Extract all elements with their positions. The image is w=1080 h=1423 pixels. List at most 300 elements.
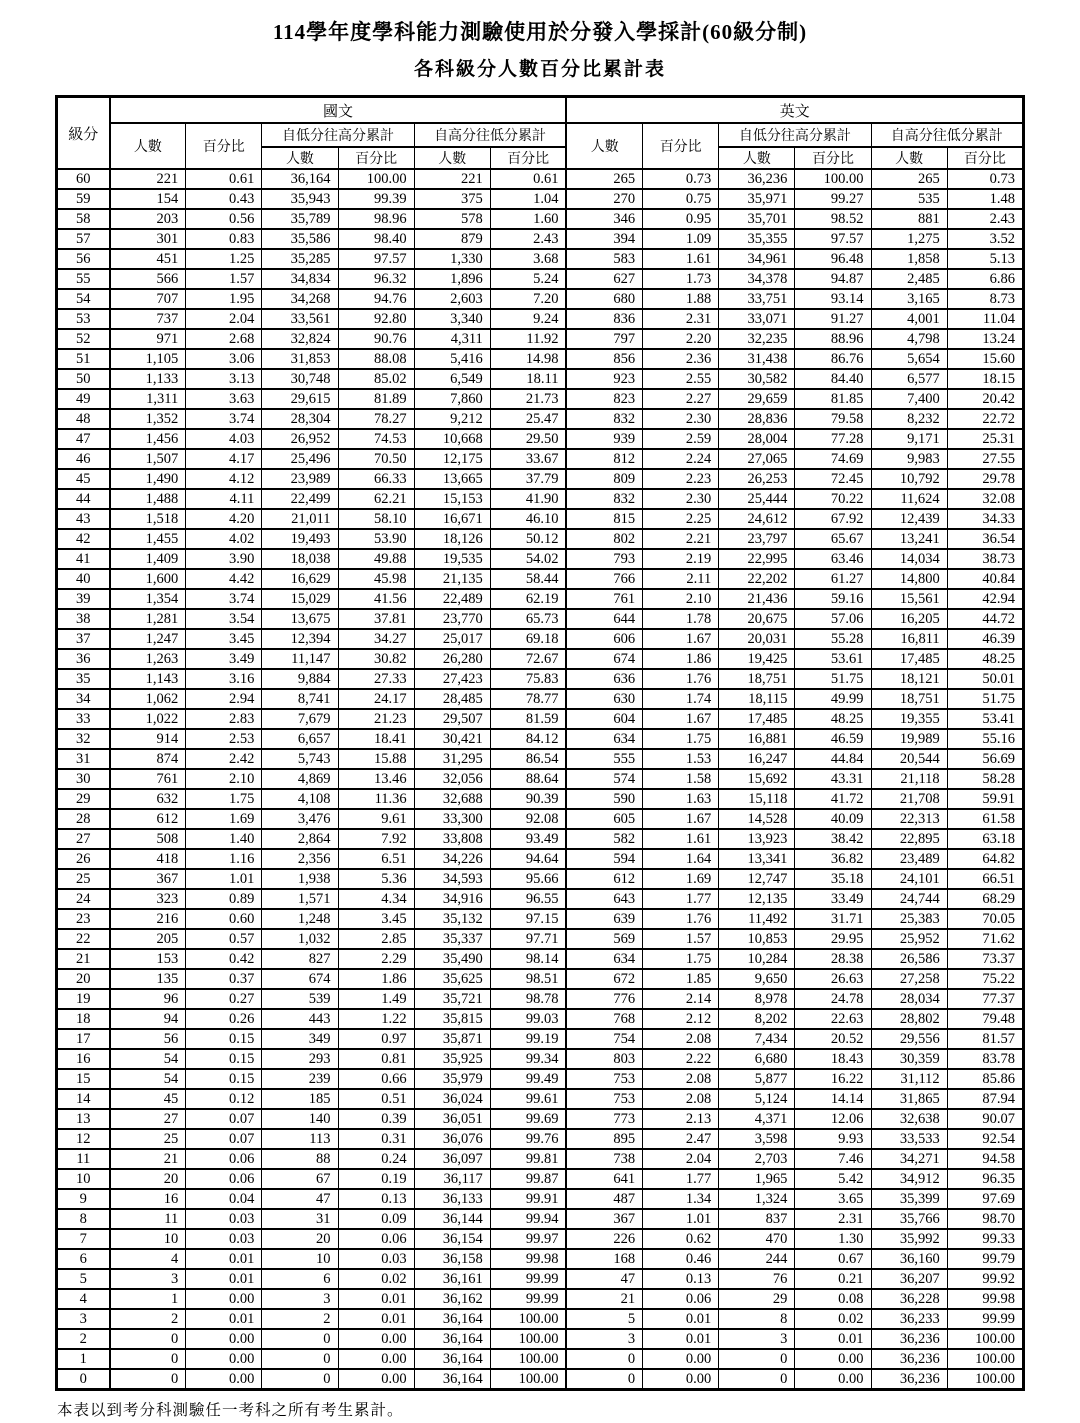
value-cell: 34,912 — [871, 1169, 947, 1189]
value-cell: 100.00 — [947, 1349, 1023, 1369]
value-cell: 2.13 — [643, 1109, 719, 1129]
value-cell: 36,161 — [414, 1269, 490, 1289]
value-cell: 47 — [262, 1189, 338, 1209]
value-cell: 2.30 — [643, 489, 719, 509]
value-cell: 51.75 — [795, 669, 871, 689]
table-row — [57, 1209, 1024, 1229]
value-cell: 86.54 — [490, 749, 566, 769]
value-cell: 100.00 — [947, 1369, 1023, 1390]
level-cell: 27 — [57, 829, 110, 849]
value-cell: 2.20 — [643, 329, 719, 349]
value-cell: 11,147 — [262, 649, 338, 669]
value-cell: 29.95 — [795, 929, 871, 949]
value-cell: 66.33 — [338, 469, 414, 489]
value-cell: 2.31 — [795, 1209, 871, 1229]
value-cell: 4,311 — [414, 329, 490, 349]
table-row — [57, 409, 1024, 429]
value-cell: 1.30 — [795, 1229, 871, 1249]
value-cell: 35,355 — [719, 229, 795, 249]
value-cell: 90.39 — [490, 789, 566, 809]
value-cell: 29,556 — [871, 1029, 947, 1049]
value-cell: 539 — [262, 989, 338, 1009]
value-cell: 0.57 — [186, 929, 262, 949]
table-row — [57, 1149, 1024, 1169]
value-cell: 0.42 — [186, 949, 262, 969]
value-cell: 92.80 — [338, 309, 414, 329]
value-cell: 98.96 — [338, 209, 414, 229]
table-row — [57, 849, 1024, 869]
level-cell: 19 — [57, 989, 110, 1009]
value-cell: 0.07 — [186, 1129, 262, 1149]
table-row — [57, 1069, 1024, 1089]
value-cell: 49.88 — [338, 549, 414, 569]
level-cell: 45 — [57, 469, 110, 489]
value-cell: 0.13 — [643, 1269, 719, 1289]
value-cell: 99.39 — [338, 189, 414, 209]
value-cell: 72.45 — [795, 469, 871, 489]
level-cell: 10 — [57, 1169, 110, 1189]
value-cell: 1.76 — [643, 909, 719, 929]
value-cell: 1.95 — [186, 289, 262, 309]
level-cell: 57 — [57, 229, 110, 249]
value-cell: 36,160 — [871, 1249, 947, 1269]
value-cell: 67.92 — [795, 509, 871, 529]
value-cell: 99.98 — [490, 1249, 566, 1269]
level-cell: 2 — [57, 1329, 110, 1349]
value-cell: 11.04 — [947, 309, 1023, 329]
value-cell: 35,399 — [871, 1189, 947, 1209]
value-cell: 3.52 — [947, 229, 1023, 249]
value-cell: 672 — [566, 969, 642, 989]
value-cell: 226 — [566, 1229, 642, 1249]
value-cell: 97.57 — [338, 249, 414, 269]
table-row — [57, 1289, 1024, 1309]
value-cell: 32,688 — [414, 789, 490, 809]
level-cell: 35 — [57, 669, 110, 689]
level-cell: 43 — [57, 509, 110, 529]
value-cell: 2.08 — [643, 1089, 719, 1109]
chinese-cum-high-low-header: 自高分往低分累計 — [414, 123, 566, 147]
value-cell: 54 — [110, 1069, 186, 1089]
value-cell: 35,789 — [262, 209, 338, 229]
subject-header-chinese: 國文 — [110, 97, 567, 124]
value-cell: 1,281 — [110, 609, 186, 629]
value-cell: 23,797 — [719, 529, 795, 549]
value-cell: 2,485 — [871, 269, 947, 289]
value-cell: 2.42 — [186, 749, 262, 769]
value-cell: 2.43 — [490, 229, 566, 249]
value-cell: 1.75 — [643, 729, 719, 749]
level-cell: 44 — [57, 489, 110, 509]
value-cell: 20.42 — [947, 389, 1023, 409]
value-cell: 4.17 — [186, 449, 262, 469]
value-cell: 923 — [566, 369, 642, 389]
value-cell: 0.56 — [186, 209, 262, 229]
value-cell: 0.06 — [338, 1229, 414, 1249]
value-cell: 99.79 — [947, 1249, 1023, 1269]
value-cell: 2.30 — [643, 409, 719, 429]
table-row — [57, 209, 1024, 229]
value-cell: 244 — [719, 1249, 795, 1269]
value-cell: 63.46 — [795, 549, 871, 569]
value-cell: 2.08 — [643, 1069, 719, 1089]
value-cell: 2.43 — [947, 209, 1023, 229]
value-cell: 15.60 — [947, 349, 1023, 369]
table-row — [57, 469, 1024, 489]
value-cell: 48.25 — [947, 649, 1023, 669]
value-cell: 31,865 — [871, 1089, 947, 1109]
value-cell: 0.15 — [186, 1029, 262, 1049]
value-cell: 0.08 — [795, 1289, 871, 1309]
value-cell: 88.64 — [490, 769, 566, 789]
value-cell: 4,798 — [871, 329, 947, 349]
level-cell: 29 — [57, 789, 110, 809]
value-cell: 367 — [566, 1209, 642, 1229]
value-cell: 2.10 — [186, 769, 262, 789]
value-cell: 23,770 — [414, 609, 490, 629]
value-cell: 21,135 — [414, 569, 490, 589]
table-row — [57, 749, 1024, 769]
table-row — [57, 229, 1024, 249]
value-cell: 0.01 — [338, 1289, 414, 1309]
value-cell: 6,549 — [414, 369, 490, 389]
value-cell: 753 — [566, 1089, 642, 1109]
value-cell: 809 — [566, 469, 642, 489]
value-cell: 4,001 — [871, 309, 947, 329]
value-cell: 2.29 — [338, 949, 414, 969]
value-cell: 1,896 — [414, 269, 490, 289]
value-cell: 895 — [566, 1129, 642, 1149]
sub-percent-header: 百分比 — [795, 147, 871, 169]
value-cell: 203 — [110, 209, 186, 229]
value-cell: 6.51 — [338, 849, 414, 869]
level-cell: 12 — [57, 1129, 110, 1149]
value-cell: 35.18 — [795, 869, 871, 889]
table-row — [57, 1269, 1024, 1289]
value-cell: 836 — [566, 309, 642, 329]
value-cell: 2.14 — [643, 989, 719, 1009]
value-cell: 0.00 — [643, 1369, 719, 1390]
value-cell: 46.39 — [947, 629, 1023, 649]
value-cell: 4.20 — [186, 509, 262, 529]
value-cell: 34,834 — [262, 269, 338, 289]
value-cell: 5,654 — [871, 349, 947, 369]
value-cell: 35,871 — [414, 1029, 490, 1049]
table-body — [57, 169, 1024, 1390]
value-cell: 36,207 — [871, 1269, 947, 1289]
value-cell: 94.64 — [490, 849, 566, 869]
value-cell: 61.27 — [795, 569, 871, 589]
value-cell: 10,284 — [719, 949, 795, 969]
value-cell: 72.67 — [490, 649, 566, 669]
value-cell: 1.63 — [643, 789, 719, 809]
level-cell: 39 — [57, 589, 110, 609]
value-cell: 99.99 — [490, 1289, 566, 1309]
table-row — [57, 189, 1024, 209]
value-cell: 19,493 — [262, 529, 338, 549]
value-cell: 0.19 — [338, 1169, 414, 1189]
value-cell: 30,421 — [414, 729, 490, 749]
value-cell: 30,582 — [719, 369, 795, 389]
table-row — [57, 1189, 1024, 1209]
level-cell: 14 — [57, 1089, 110, 1109]
table-row — [57, 1369, 1024, 1390]
value-cell: 0.95 — [643, 209, 719, 229]
value-cell: 11 — [110, 1209, 186, 1229]
value-cell: 0.62 — [643, 1229, 719, 1249]
value-cell: 0.07 — [186, 1109, 262, 1129]
value-cell: 2.36 — [643, 349, 719, 369]
value-cell: 34,378 — [719, 269, 795, 289]
value-cell: 583 — [566, 249, 642, 269]
level-cell: 60 — [57, 169, 110, 189]
value-cell: 8,978 — [719, 989, 795, 1009]
value-cell: 1.53 — [643, 749, 719, 769]
table-row — [57, 449, 1024, 469]
value-cell: 1,352 — [110, 409, 186, 429]
value-cell: 1,263 — [110, 649, 186, 669]
value-cell: 856 — [566, 349, 642, 369]
value-cell: 418 — [110, 849, 186, 869]
document-title: 114學年度學科能力測驗使用於分發入學採計(60級分制) — [272, 20, 808, 44]
table-row — [57, 969, 1024, 989]
value-cell: 96.48 — [795, 249, 871, 269]
level-cell: 3 — [57, 1309, 110, 1329]
value-cell: 754 — [566, 1029, 642, 1049]
value-cell: 99.94 — [490, 1209, 566, 1229]
value-cell: 99.34 — [490, 1049, 566, 1069]
value-cell: 221 — [414, 169, 490, 189]
value-cell: 73.37 — [947, 949, 1023, 969]
value-cell: 1.69 — [643, 869, 719, 889]
value-cell: 32,824 — [262, 329, 338, 349]
value-cell: 590 — [566, 789, 642, 809]
value-cell: 0.39 — [338, 1109, 414, 1129]
value-cell: 26,586 — [871, 949, 947, 969]
value-cell: 40.09 — [795, 809, 871, 829]
value-cell: 32,638 — [871, 1109, 947, 1129]
value-cell: 35,925 — [414, 1049, 490, 1069]
value-cell: 27,258 — [871, 969, 947, 989]
value-cell: 63.18 — [947, 829, 1023, 849]
value-cell: 0 — [262, 1329, 338, 1349]
value-cell: 8,232 — [871, 409, 947, 429]
value-cell: 21,118 — [871, 769, 947, 789]
value-cell: 33.49 — [795, 889, 871, 909]
value-cell: 2.94 — [186, 689, 262, 709]
value-cell: 582 — [566, 829, 642, 849]
value-cell: 100.00 — [490, 1369, 566, 1390]
value-cell: 99.91 — [490, 1189, 566, 1209]
value-cell: 3.74 — [186, 409, 262, 429]
value-cell: 837 — [719, 1209, 795, 1229]
value-cell: 88 — [262, 1149, 338, 1169]
value-cell: 0.03 — [186, 1209, 262, 1229]
value-cell: 16,205 — [871, 609, 947, 629]
value-cell: 33,808 — [414, 829, 490, 849]
value-cell: 29,659 — [719, 389, 795, 409]
value-cell: 0.66 — [338, 1069, 414, 1089]
value-cell: 14,800 — [871, 569, 947, 589]
value-cell: 36,228 — [871, 1289, 947, 1309]
value-cell: 6 — [262, 1269, 338, 1289]
value-cell: 9,212 — [414, 409, 490, 429]
value-cell: 802 — [566, 529, 642, 549]
table-row — [57, 1089, 1024, 1109]
value-cell: 36,117 — [414, 1169, 490, 1189]
value-cell: 79.48 — [947, 1009, 1023, 1029]
value-cell: 36,164 — [262, 169, 338, 189]
value-cell: 971 — [110, 329, 186, 349]
value-cell: 25,444 — [719, 489, 795, 509]
value-cell: 85.86 — [947, 1069, 1023, 1089]
value-cell: 81.89 — [338, 389, 414, 409]
value-cell: 70.05 — [947, 909, 1023, 929]
value-cell: 761 — [110, 769, 186, 789]
value-cell: 2.47 — [643, 1129, 719, 1149]
value-cell: 768 — [566, 1009, 642, 1029]
value-cell: 36.82 — [795, 849, 871, 869]
value-cell: 0.89 — [186, 889, 262, 909]
value-cell: 12.06 — [795, 1109, 871, 1129]
value-cell: 443 — [262, 1009, 338, 1029]
value-cell: 3.54 — [186, 609, 262, 629]
value-cell: 1.74 — [643, 689, 719, 709]
value-cell: 2.10 — [643, 589, 719, 609]
value-cell: 16 — [110, 1189, 186, 1209]
value-cell: 10 — [262, 1249, 338, 1269]
value-cell: 375 — [414, 189, 490, 209]
value-cell: 0.00 — [186, 1329, 262, 1349]
value-cell: 58.44 — [490, 569, 566, 589]
value-cell: 36,051 — [414, 1109, 490, 1129]
value-cell: 36,164 — [414, 1329, 490, 1349]
value-cell: 761 — [566, 589, 642, 609]
value-cell: 0.00 — [795, 1369, 871, 1390]
value-cell: 14,528 — [719, 809, 795, 829]
value-cell: 99.61 — [490, 1089, 566, 1109]
value-cell: 0.00 — [338, 1329, 414, 1349]
value-cell: 15,118 — [719, 789, 795, 809]
value-cell: 32,056 — [414, 769, 490, 789]
value-cell: 25 — [110, 1129, 186, 1149]
table-row — [57, 549, 1024, 569]
table-row — [57, 889, 1024, 909]
level-cell: 49 — [57, 389, 110, 409]
level-cell: 22 — [57, 929, 110, 949]
value-cell: 4.12 — [186, 469, 262, 489]
value-cell: 0.00 — [186, 1369, 262, 1390]
value-cell: 78.77 — [490, 689, 566, 709]
value-cell: 35,992 — [871, 1229, 947, 1249]
value-cell: 1.86 — [338, 969, 414, 989]
value-cell: 18,121 — [871, 669, 947, 689]
value-cell: 803 — [566, 1049, 642, 1069]
value-cell: 21,011 — [262, 509, 338, 529]
value-cell: 738 — [566, 1149, 642, 1169]
value-cell: 1.85 — [643, 969, 719, 989]
value-cell: 34,961 — [719, 249, 795, 269]
value-cell: 2.11 — [643, 569, 719, 589]
value-cell: 21.73 — [490, 389, 566, 409]
value-cell: 99.76 — [490, 1129, 566, 1149]
value-cell: 1,275 — [871, 229, 947, 249]
value-cell: 3.68 — [490, 249, 566, 269]
level-cell: 54 — [57, 289, 110, 309]
value-cell: 36,233 — [871, 1309, 947, 1329]
value-cell: 394 — [566, 229, 642, 249]
value-cell: 7,434 — [719, 1029, 795, 1049]
value-cell: 9,171 — [871, 429, 947, 449]
value-cell: 4,869 — [262, 769, 338, 789]
value-cell: 7,400 — [871, 389, 947, 409]
value-cell: 0.24 — [338, 1149, 414, 1169]
value-cell: 22.63 — [795, 1009, 871, 1029]
value-cell: 59.16 — [795, 589, 871, 609]
value-cell: 2.68 — [186, 329, 262, 349]
value-cell: 11.36 — [338, 789, 414, 809]
sub-count-header: 人數 — [871, 147, 947, 169]
value-cell: 99.49 — [490, 1069, 566, 1089]
level-cell: 25 — [57, 869, 110, 889]
value-cell: 349 — [262, 1029, 338, 1049]
level-cell: 36 — [57, 649, 110, 669]
value-cell: 35,943 — [262, 189, 338, 209]
value-cell: 4 — [110, 1249, 186, 1269]
value-cell: 1.57 — [643, 929, 719, 949]
value-cell: 1.22 — [338, 1009, 414, 1029]
level-cell: 9 — [57, 1189, 110, 1209]
value-cell: 93.14 — [795, 289, 871, 309]
value-cell: 20,544 — [871, 749, 947, 769]
value-cell: 773 — [566, 1109, 642, 1129]
value-cell: 18,115 — [719, 689, 795, 709]
value-cell: 1,507 — [110, 449, 186, 469]
table-row — [57, 1109, 1024, 1129]
value-cell: 100.00 — [338, 169, 414, 189]
value-cell: 3.65 — [795, 1189, 871, 1209]
value-cell: 270 — [566, 189, 642, 209]
value-cell: 10,853 — [719, 929, 795, 949]
value-cell: 27 — [110, 1109, 186, 1129]
table-row — [57, 929, 1024, 949]
value-cell: 0.01 — [186, 1249, 262, 1269]
value-cell: 26,952 — [262, 429, 338, 449]
value-cell: 25,952 — [871, 929, 947, 949]
value-cell: 0 — [110, 1369, 186, 1390]
value-cell: 4.11 — [186, 489, 262, 509]
table-row — [57, 869, 1024, 889]
value-cell: 3.74 — [186, 589, 262, 609]
value-cell: 0.00 — [338, 1369, 414, 1390]
value-cell: 5,416 — [414, 349, 490, 369]
document-subtitle: 各科級分人數百分比累計表 — [413, 59, 666, 80]
value-cell: 86.76 — [795, 349, 871, 369]
value-cell: 21 — [110, 1149, 186, 1169]
value-cell: 612 — [566, 869, 642, 889]
value-cell: 99.03 — [490, 1009, 566, 1029]
value-cell: 12,135 — [719, 889, 795, 909]
value-cell: 1.60 — [490, 209, 566, 229]
value-cell: 44.84 — [795, 749, 871, 769]
value-cell: 20.52 — [795, 1029, 871, 1049]
value-cell: 1.25 — [186, 249, 262, 269]
value-cell: 98.14 — [490, 949, 566, 969]
table-row — [57, 1009, 1024, 1029]
value-cell: 28,836 — [719, 409, 795, 429]
value-cell: 9,650 — [719, 969, 795, 989]
value-cell: 34,593 — [414, 869, 490, 889]
